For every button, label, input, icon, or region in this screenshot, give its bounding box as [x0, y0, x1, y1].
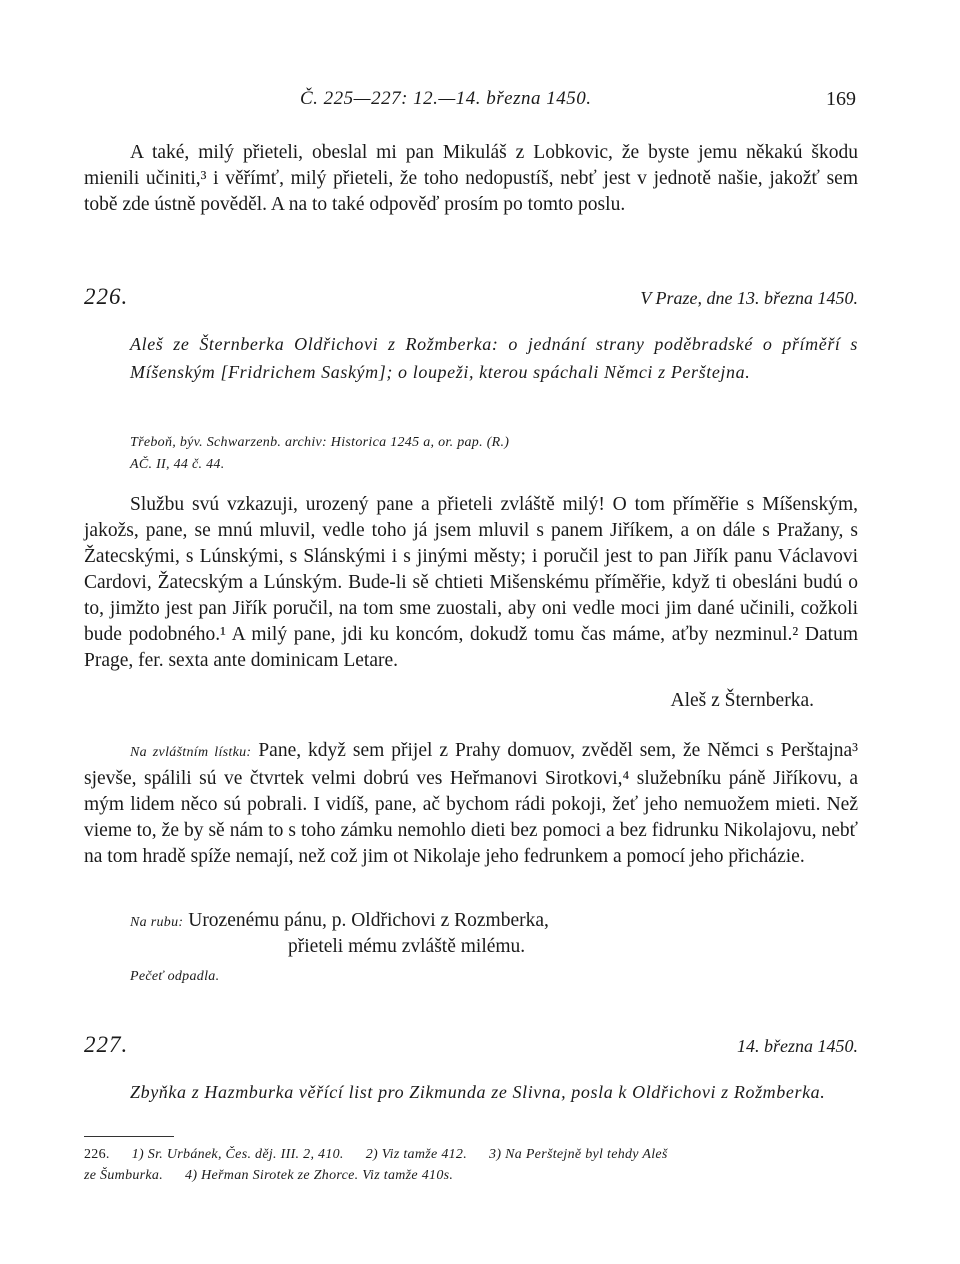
- footnote-4: 4) Heřman Sirotek ze Zhorce. Viz tamže 410s.: [185, 1168, 454, 1183]
- document-number-227: 227.: [84, 1032, 129, 1057]
- footnote-2: 2) Viz tamže 412.: [365, 1147, 468, 1162]
- continuation-paragraph: A také, milý přieteli, obeslal mi pan Mikuláš z Lobkovic, že byste jemu někakú škodu mienili učiniti,³ i věřímť, milý přieteli, že toho nedopustíš, nebť jest v jednotě našie, jakožť sem tobě zde ústně pověděl. A na to také odpověď prosím po tomto poslu.: [84, 142, 858, 215]
- slip-label: Na zvláštním lístku:: [130, 745, 252, 760]
- seal-note: Pečeť odpadla.: [130, 969, 220, 984]
- footnotes: [84, 1144, 858, 1186]
- source-line-226: Třeboň, býv. Schwarzenb. archiv: Historica 1245 a, or. pap. (R.): [130, 435, 510, 450]
- page-number: 169: [826, 88, 856, 110]
- footnote-ref: 226.: [84, 1147, 110, 1162]
- footnote-rule: [84, 1136, 174, 1137]
- verso-label: Na rubu:: [130, 915, 184, 930]
- document-date-226: V Praze, dne 13. března 1450.: [640, 288, 858, 308]
- edition-reference-226: AČ. II, 44 č. 44.: [130, 457, 225, 472]
- footnote-3b: ze Šumburka.: [84, 1168, 164, 1183]
- slip-text: Pane, když sem přijel z Prahy domuov, zvěděl sem, že Němci s Perštajna³ sjevše, spálili sú ve čtvrtek velmi dobrú ves Heřmanovi Sirotkovi,⁴ služebníku páně Jiříkovu, a mým lidem něco sú pobrali. I vidíš, pane, ač bychom rádi pokoji, žeť jeho nemuožem mieti. Než vieme to, že by sě nám to s toho zámku nemohlo dieti bez pomoci a bez fidrunku Nikolajovu, nebť na tom hradě spíže nemají, než což jim ot Nikolaje jeho fedrunkem a pomocí jeho přicházie.: [84, 740, 858, 867]
- document-number-226: 226.: [84, 284, 129, 309]
- footnote-1: 1) Sr. Urbánek, Čes. děj. III. 2, 410.: [131, 1147, 344, 1162]
- letter-body-226: Službu svú vzkazuji, urozený pane a přieteli zvláště milý! O tom příměřie s Míšenským, jakožs, pane, se mnú mluvil, vedle toho já jsem mluvil s panem Jiříkem, a on dále s Pražany, s Žatecskými, s Lúnskými, s Slánskými i s jinými městy; i poručil jest to pan Jiřík panu Václavovi Cardovi, Žatecským a Lúnským. Bude-li sě chtieti Mišenskému příměřie, když ti obesláni budú o to, jimžto jest pan Jiřík poručil, na tom sme zuostali, aby oni vedle moci jim dané učinili, cožkoli bude podobného.¹ A milý pane, jdi ku koncóm, dokudž tomu čas máme, aťby nezminul.² Datum Prage, fer. sexta ante dominicam Letare.: [84, 494, 858, 671]
- document-date-227: 14. března 1450.: [737, 1036, 858, 1056]
- signature-226: Aleš z Šternberka.: [670, 690, 814, 711]
- running-title: Č. 225—227: 12.—14. března 1450.: [300, 88, 592, 109]
- regest-226: Aleš ze Šternberka Oldřichovi z Rožmberka: o jednání strany poděbradské o příměří s Míšenským [Fridrichem Saským]; o loupeži, kterou spáchali Němci z Perštejna.: [130, 334, 858, 382]
- footnote-3a: 3) Na Perštejně byl tehdy Aleš: [489, 1147, 668, 1162]
- regest-227: Zbyňka z Hazmburka věřící list pro Zikmunda ze Slivna, posla k Oldřichovi z Rožmberka.: [130, 1082, 826, 1102]
- verso-address-2: přieteli mému zvláště milému.: [288, 936, 526, 957]
- verso-line-1: [130, 908, 750, 936]
- slip-paragraph: [84, 738, 858, 870]
- verso-address-1: Urozenému pánu, p. Oldřichovi z Rozmberka,: [188, 910, 549, 931]
